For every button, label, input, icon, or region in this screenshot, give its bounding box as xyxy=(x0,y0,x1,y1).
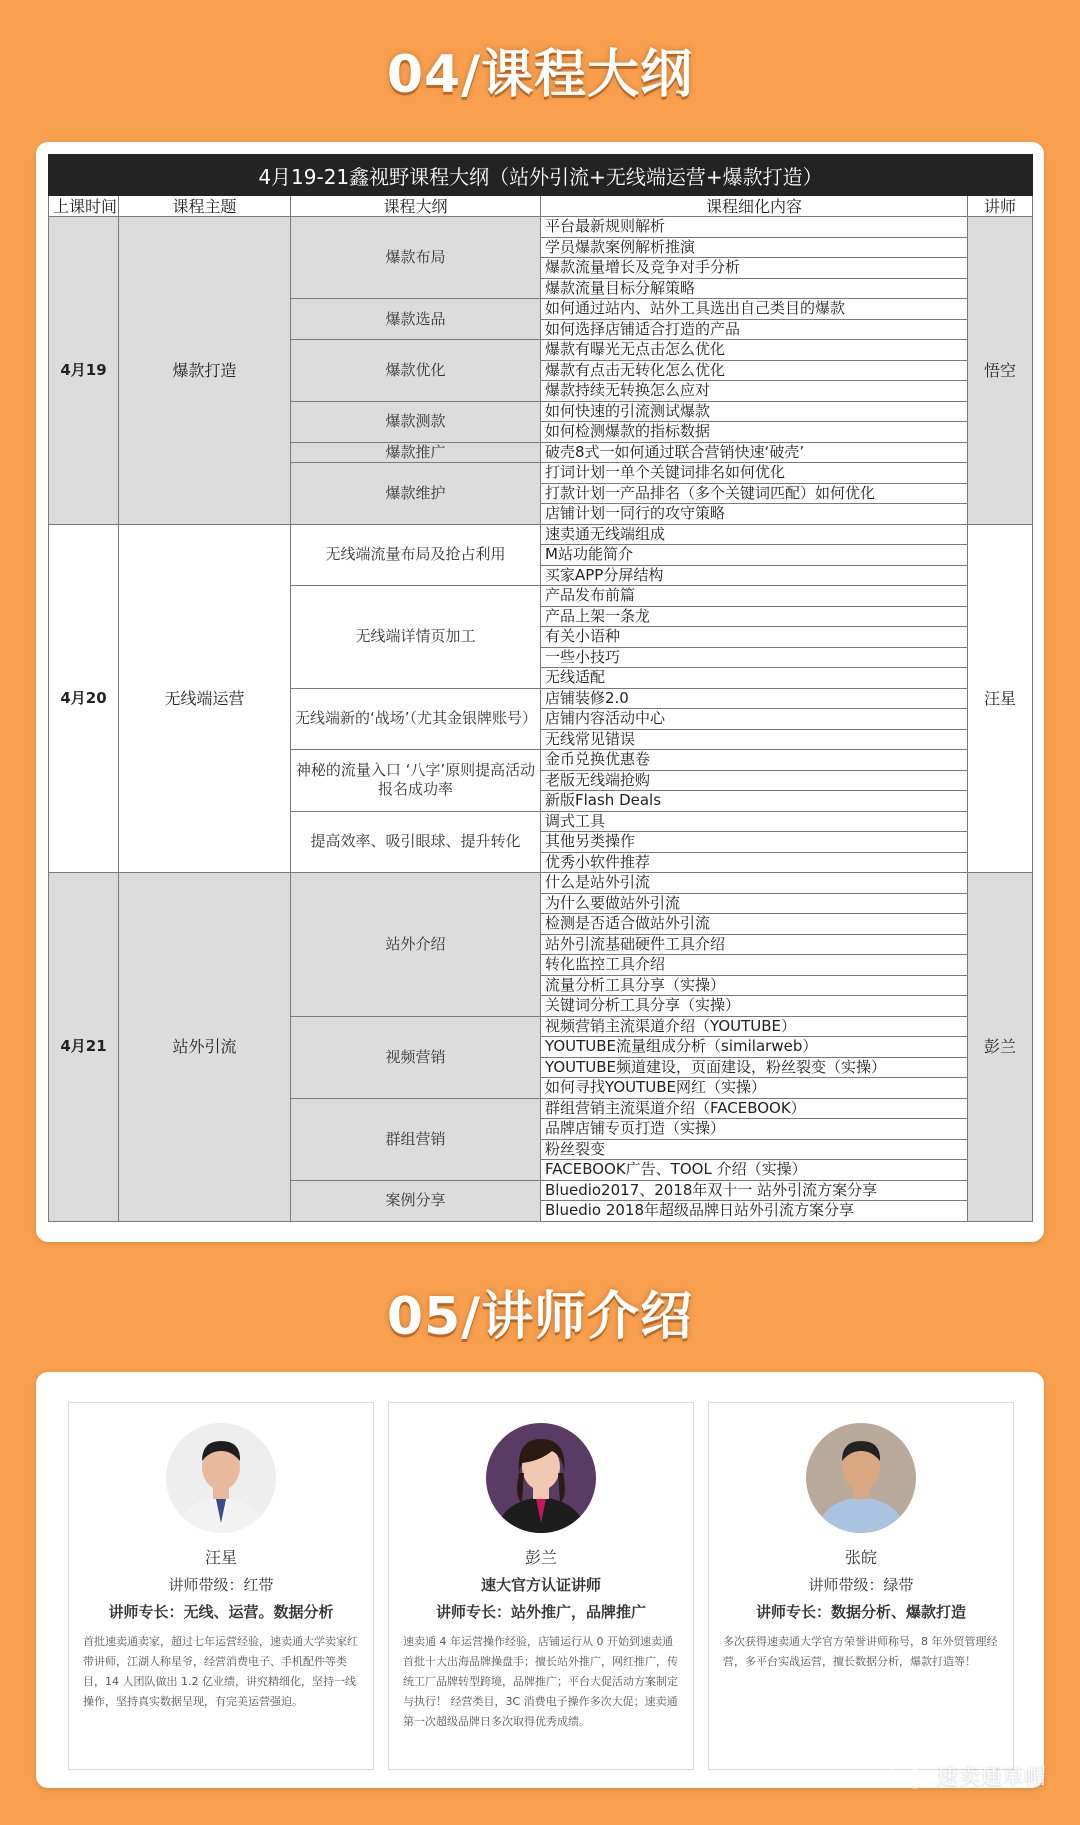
table-row xyxy=(49,217,1033,238)
detail-cell: 爆款有点击无转化怎么优化 xyxy=(541,360,968,381)
outline-cell: 提高效率、吸引眼球、提升转化 xyxy=(291,811,541,873)
lecturer-panel xyxy=(68,1402,374,1770)
watermark xyxy=(888,1760,1046,1791)
detail-cell: 流量分析工具分享（实操） xyxy=(541,975,968,996)
detail-cell: 老版无线端抢购 xyxy=(541,770,968,791)
detail-cell: 爆款流量目标分解策略 xyxy=(541,278,968,299)
detail-cell: Bluedio 2018年超级品牌日站外引流方案分享 xyxy=(541,1201,968,1222)
section-title-lecturers: 05/讲师介绍 xyxy=(386,1287,694,1347)
lecturer-level: 讲师带级：红带 xyxy=(168,1576,274,1594)
column-header: 课程主题 xyxy=(119,196,291,217)
detail-cell: 打词计划一单个关键词排名如何优化 xyxy=(541,463,968,484)
detail-cell: 其他另类操作 xyxy=(541,832,968,853)
portrait-icon xyxy=(166,1423,276,1533)
table-row xyxy=(49,524,1033,545)
lecturer-name: 汪星 xyxy=(204,1548,237,1567)
outline-cell: 爆款维护 xyxy=(291,463,541,525)
outline-cell: 爆款推广 xyxy=(291,442,541,463)
course-outline-table xyxy=(48,154,1033,1222)
outline-cell: 群组营销 xyxy=(291,1098,541,1180)
detail-cell: 视频营销主流渠道介绍（YOUTUBE） xyxy=(541,1016,968,1037)
lecturer-description: 速卖通 4 年运营操作经验，店铺运行从 0 开始到速卖通首批十大出海品牌操盘手；擅长站外推广，网红推广，传统工厂品牌转型跨境，品牌推广；平台大促活动方案制定与执行！ 经营类目，3C 消费电子操作多次大促；速卖通第一次超级品牌日多次取得优秀成绩。 xyxy=(403,1635,678,1728)
detail-cell: 买家APP分屏结构 xyxy=(541,565,968,586)
outline-cell: 爆款优化 xyxy=(291,340,541,402)
detail-cell: 品牌店铺专页打造（实操） xyxy=(541,1119,968,1140)
outline-cell: 无线端流量布局及抢占利用 xyxy=(291,524,541,586)
outline-cell: 无线端详情页加工 xyxy=(291,586,541,689)
detail-cell: 什么是站外引流 xyxy=(541,873,968,894)
lecturer-cell: 彭兰 xyxy=(968,873,1033,1222)
lecturers-card xyxy=(36,1372,1044,1788)
detail-cell: 转化监控工具介绍 xyxy=(541,955,968,976)
detail-cell: 产品上架一条龙 xyxy=(541,606,968,627)
outline-cell: 案例分享 xyxy=(291,1180,541,1221)
detail-cell: Bluedio2017、2018年双十一 站外引流方案分享 xyxy=(541,1180,968,1201)
detail-cell: 破壳8式一如何通过联合营销快速‘破壳’ xyxy=(541,442,968,463)
detail-cell: 关键词分析工具分享（实操） xyxy=(541,996,968,1017)
detail-cell: 如何寻找YOUTUBE网红（实操） xyxy=(541,1078,968,1099)
date-cell: 4月19 xyxy=(49,217,119,525)
lecturer-panel xyxy=(708,1402,1014,1770)
detail-cell: 爆款持续无转换怎么应对 xyxy=(541,381,968,402)
detail-cell: 金币兑换优惠卷 xyxy=(541,750,968,771)
avatar xyxy=(166,1423,276,1533)
detail-cell: 无线适配 xyxy=(541,668,968,689)
detail-cell: 速卖通无线端组成 xyxy=(541,524,968,545)
detail-cell: M站功能简介 xyxy=(541,545,968,566)
lecturer-name: 彭兰 xyxy=(524,1548,557,1567)
watermark-text: 速卖通草帽 xyxy=(935,1765,1046,1790)
detail-cell: 优秀小软件推荐 xyxy=(541,852,968,873)
detail-cell: 如何选择店铺适合打造的产品 xyxy=(541,319,968,340)
detail-cell: 群组营销主流渠道介绍（FACEBOOK） xyxy=(541,1098,968,1119)
avatar xyxy=(806,1423,916,1533)
detail-cell: 如何检测爆款的指标数据 xyxy=(541,422,968,443)
detail-cell: 店铺装修2.0 xyxy=(541,688,968,709)
lecturer-specialty: 讲师专长：数据分析、爆款打造 xyxy=(755,1603,966,1621)
lecturer-description: 首批速卖通卖家，超过七年运营经验，速卖通大学卖家红带讲师，江湖人称星爷，经营消费电子、手机配件等类目，14 人团队做出 1.2 亿业绩，讲究精细化，坚持一线操作，坚持真实数据呈现，有完美运营强迫。 xyxy=(83,1635,358,1708)
wechat-icon xyxy=(888,1762,928,1790)
outline-cell: 站外介绍 xyxy=(291,873,541,1017)
column-header: 上课时间 xyxy=(49,196,119,217)
avatar xyxy=(486,1423,596,1533)
detail-cell: 打款计划一产品排名（多个关键词匹配）如何优化 xyxy=(541,483,968,504)
lecturer-cell: 悟空 xyxy=(968,217,1033,525)
outline-cell: 爆款测款 xyxy=(291,401,541,442)
detail-cell: 站外引流基础硬件工具介绍 xyxy=(541,934,968,955)
outline-cell: 爆款选品 xyxy=(291,299,541,340)
section-title-outline: 04/课程大纲 xyxy=(386,45,694,105)
lecturer-panel xyxy=(388,1402,694,1770)
portrait-icon xyxy=(806,1423,916,1533)
detail-cell: 有关小语种 xyxy=(541,627,968,648)
lecturer-level: 讲师带级：绿带 xyxy=(808,1576,914,1594)
detail-cell: 检测是否适合做站外引流 xyxy=(541,914,968,935)
outline-cell: 神秘的流量入口 ‘八字’原则提高活动报名成功率 xyxy=(291,750,541,812)
column-header: 讲师 xyxy=(968,196,1033,217)
column-header: 课程大纲 xyxy=(291,196,541,217)
outline-cell: 无线端新的‘战场’（尤其金银牌账号） xyxy=(291,688,541,750)
detail-cell: 调式工具 xyxy=(541,811,968,832)
detail-cell: 学员爆款案例解析推演 xyxy=(541,237,968,258)
lecturer-level: 速大官方认证讲师 xyxy=(480,1576,601,1594)
date-cell: 4月21 xyxy=(49,873,119,1222)
outline-cell: 视频营销 xyxy=(291,1016,541,1098)
theme-cell: 无线端运营 xyxy=(119,524,291,873)
column-header: 课程细化内容 xyxy=(541,196,968,217)
course-outline-card xyxy=(36,142,1044,1242)
lecturer-specialty: 讲师专长：站外推广，品牌推广 xyxy=(435,1603,646,1621)
detail-cell: 一些小技巧 xyxy=(541,647,968,668)
detail-cell: YOUTUBE流量组成分析（similarweb） xyxy=(541,1037,968,1058)
theme-cell: 站外引流 xyxy=(119,873,291,1222)
lecturer-name: 张皖 xyxy=(844,1548,877,1567)
outline-cell: 爆款布局 xyxy=(291,217,541,299)
lecturer-specialty: 讲师专长：无线、运营。数据分析 xyxy=(108,1603,334,1621)
detail-cell: 店铺计划一同行的攻守策略 xyxy=(541,504,968,525)
detail-cell: 新版Flash Deals xyxy=(541,791,968,812)
detail-cell: 如何通过站内、站外工具选出自己类目的爆款 xyxy=(541,299,968,320)
table-row xyxy=(49,873,1033,894)
detail-cell: 平台最新规则解析 xyxy=(541,217,968,238)
detail-cell: 店铺内容活动中心 xyxy=(541,709,968,730)
lecturer-cell: 汪星 xyxy=(968,524,1033,873)
theme-cell: 爆款打造 xyxy=(119,217,291,525)
date-cell: 4月20 xyxy=(49,524,119,873)
detail-cell: 为什么要做站外引流 xyxy=(541,893,968,914)
detail-cell: FACEBOOK广告、TOOL 介绍（实操） xyxy=(541,1160,968,1181)
lecturer-description: 多次获得速卖通大学官方荣誉讲师称号，8 年外贸管理经营，多平台实战运营，擅长数据分析，爆款打造等！ xyxy=(723,1635,998,1668)
detail-cell: 产品发布前篇 xyxy=(541,586,968,607)
detail-cell: 如何快速的引流测试爆款 xyxy=(541,401,968,422)
table-banner: 4月19-21鑫视野课程大纲（站外引流+无线端运营+爆款打造） xyxy=(49,155,1033,196)
detail-cell: 爆款有曝光无点击怎么优化 xyxy=(541,340,968,361)
detail-cell: 爆款流量增长及竞争对手分析 xyxy=(541,258,968,279)
detail-cell: YOUTUBE频道建设，页面建设，粉丝裂变（实操） xyxy=(541,1057,968,1078)
detail-cell: 粉丝裂变 xyxy=(541,1139,968,1160)
detail-cell: 无线常见错误 xyxy=(541,729,968,750)
portrait-icon xyxy=(486,1423,596,1533)
